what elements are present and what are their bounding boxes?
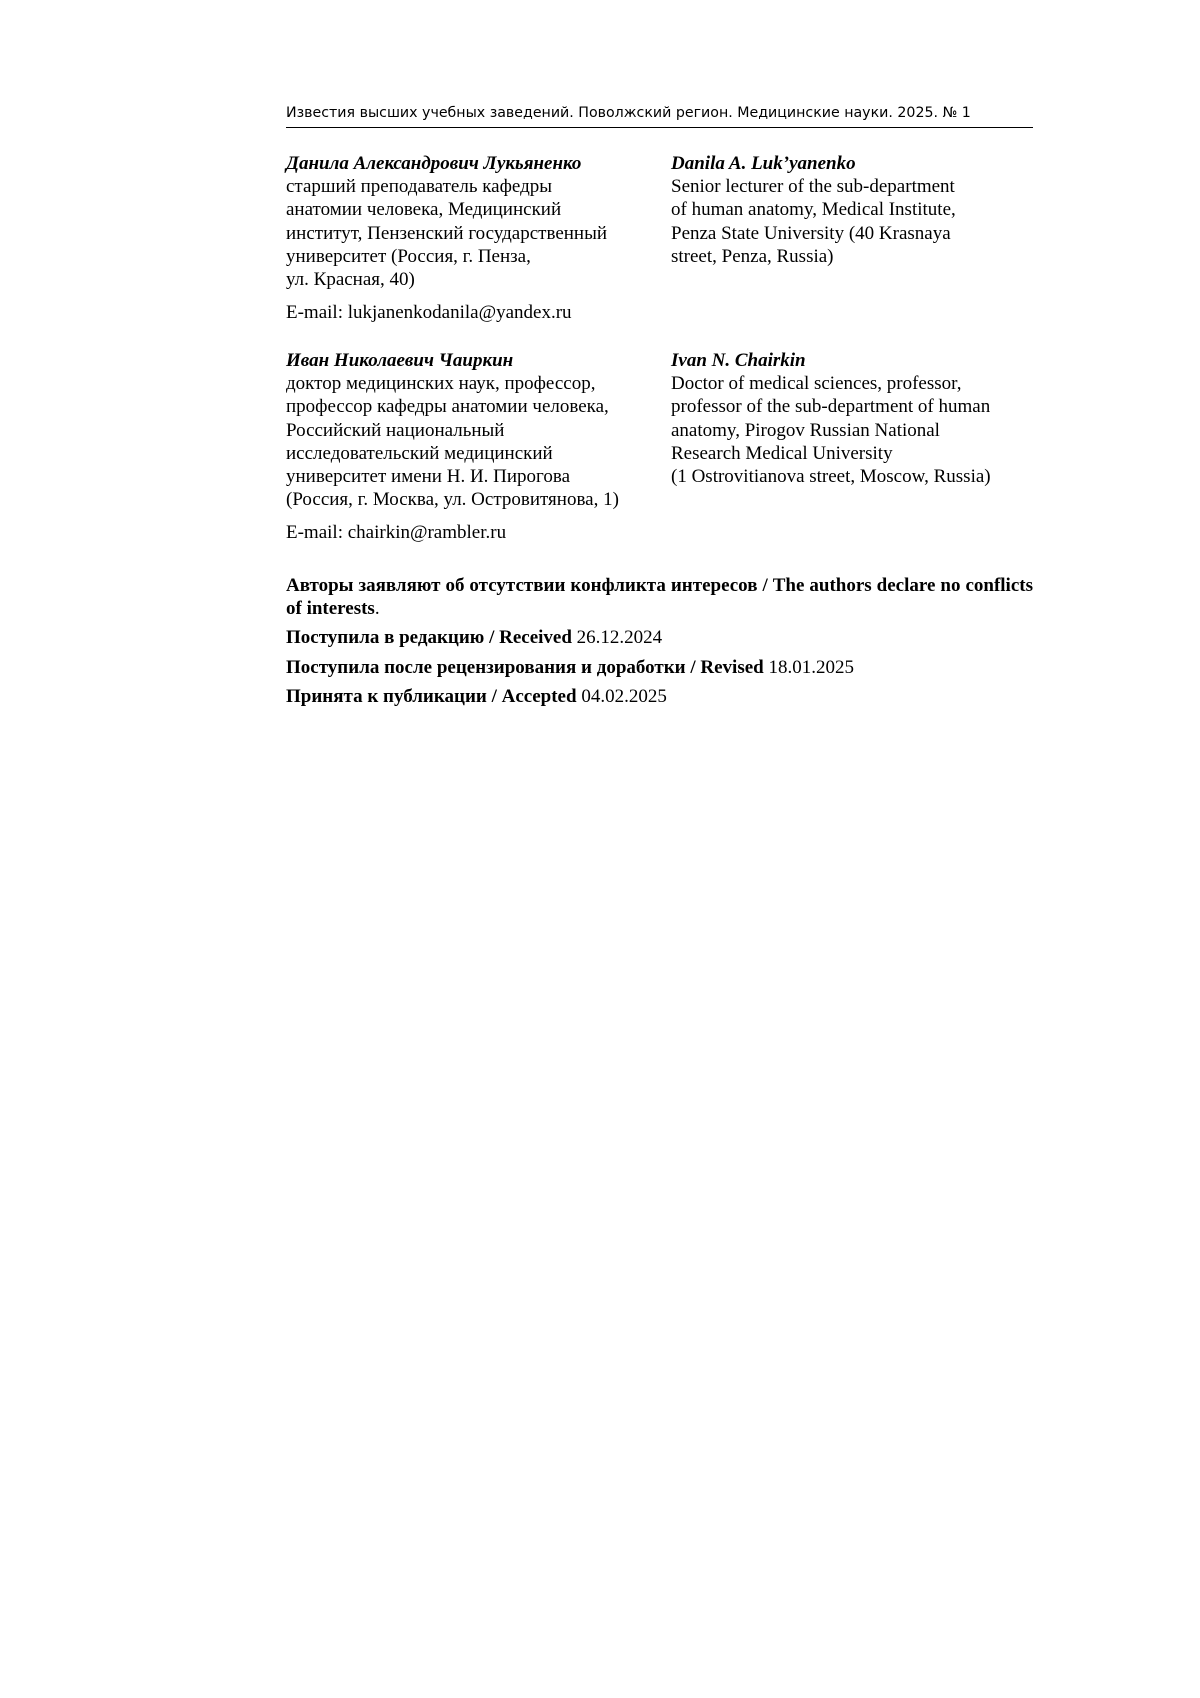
affiliation-line: professor of the sub-department of human	[671, 396, 991, 418]
revised-value: 18.01.2025	[768, 656, 854, 678]
accepted-date	[286, 685, 1033, 708]
affiliation-line: (Россия, г. Москва, ул. Островитянова, 1)	[286, 489, 619, 511]
affiliation-line: анатомии человека, Медицинский	[286, 199, 562, 221]
article-notes	[286, 574, 1033, 714]
author-2-en	[671, 349, 1033, 488]
author-email: E-mail: chairkin@rambler.ru	[286, 522, 507, 544]
author-name: Иван Николаевич Чаиркин	[286, 350, 514, 371]
affiliation-line: Российский национальный	[286, 419, 505, 441]
running-header: Известия высших учебных заведений. Поволжский регион. Медицинские науки. 2025. № 1	[286, 103, 1033, 128]
author-1-ru	[286, 152, 661, 324]
accepted-value: 04.02.2025	[581, 685, 667, 707]
affiliation-line: профессор кафедры анатомии человека,	[286, 396, 609, 418]
affiliation-line: исследовательский медицинский	[286, 442, 553, 464]
article-dates	[286, 626, 1033, 708]
author-name: Ivan N. Chairkin	[671, 350, 806, 371]
affiliation-line: университет (Россия, г. Пенза,	[286, 245, 531, 267]
revised-date	[286, 656, 1033, 679]
conflict-text: Авторы заявляют об отсутствии конфликта интересов / The authors declare no conflicts of interests	[286, 575, 1033, 620]
affiliation-line: Doctor of medical sciences, professor,	[671, 373, 962, 395]
author-name: Данила Александрович Лукьяненко	[286, 153, 582, 174]
affiliation-line: Penza State University (40 Krasnaya	[671, 222, 951, 244]
revised-label: Поступила после рецензирования и доработки / Revised	[286, 656, 764, 678]
affiliation-line: of human anatomy, Medical Institute,	[671, 199, 956, 221]
affiliation-line: университет имени Н. И. Пирогова	[286, 466, 571, 488]
author-2-ru	[286, 349, 661, 545]
author-email: E-mail: lukjanenkodanila@yandex.ru	[286, 302, 572, 324]
affiliation-line: Research Medical University	[671, 442, 893, 464]
affiliation-line: anatomy, Pirogov Russian National	[671, 419, 940, 441]
affiliation-line: (1 Ostrovitianova street, Moscow, Russia)	[671, 466, 991, 488]
conflict-period: .	[374, 598, 380, 620]
affiliation-line: старший преподаватель кафедры	[286, 176, 553, 198]
accepted-label: Принята к публикации / Accepted	[286, 685, 577, 707]
affiliation-line: доктор медицинских наук, профессор,	[286, 373, 596, 395]
author-name: Danila A. Luk’yanenko	[671, 153, 856, 174]
conflict-statement	[286, 574, 1033, 620]
received-label: Поступила в редакцию / Received	[286, 627, 572, 649]
received-value: 26.12.2024	[576, 627, 663, 649]
affiliation-line: Senior lecturer of the sub-department	[671, 176, 955, 198]
affiliation-line: институт, Пензенский государственный	[286, 222, 608, 244]
affiliation-line: street, Penza, Russia)	[671, 245, 834, 267]
affiliation-line: ул. Красная, 40)	[286, 269, 415, 291]
author-1-en	[671, 152, 1033, 268]
received-date	[286, 626, 1033, 649]
